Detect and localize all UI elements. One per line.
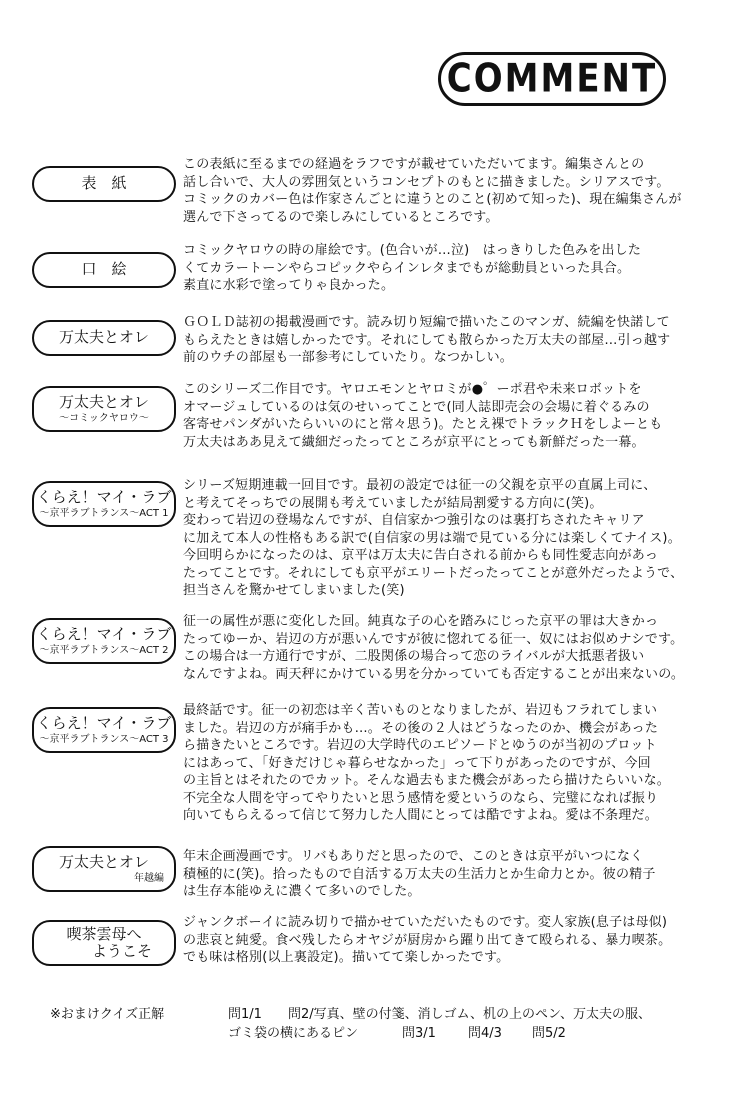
entry-body: ジャンクボーイに読み切りで描かせていただいたものです。変人家族(息子は母似) の悲哀と純愛。食べ残したらオヤジが厨房から躍り出てきて殴られる、暴力喫茶。 でも味は格別(以上裏設定)。描いてて楽しかったです。 [183,915,672,965]
entry-label [32,320,176,356]
entry-label-main: くらえ！マイ・ラブ [36,487,172,506]
entry-label-main: 万太夫とオレ [58,328,149,347]
entry-label-main: くらえ！マイ・ラブ [36,713,172,732]
quiz-answer-2: 問2/写真、壁の付箋、消しゴム、机の上のペン、万太夫の服、 [288,1007,652,1022]
entry-body: シリーズ短期連載一回目です。最初の設定では征一の父親を京平の直属上司に、 と考えてそっちでの展開も考えていましたが結局割愛する方向に(笑)。 変わって岩辺の登場なんですが、自信家かつ強引なのは裏打ちされたキャリア に加えて本人の性格もある訳で(自信家の男は端で見ている分には楽しくてナイス)。 今回明らかになったのは、京平は万太夫に告白される前からも同性愛志向があっ たってことです。それにしても京平がエリートだったってことが意外だったようで、 担当さんを驚かせてしまいました(笑) [183,478,684,598]
entry-body: ＧＯＬＤ誌初の掲載漫画です。読み切り短編で描いたこのマンガ、続編を快諾して もらえたときは嬉しかったです。それにしても散らかった万太夫の部屋…引っ越す 前のウチの部屋も一部参考にしていたり。なつかしい。 [183,315,671,365]
quiz-heading: ※おまけクイズ正解 [50,1007,165,1022]
entry-label [32,386,176,432]
entry-label-sub: ～京平ラブトランス～ACT 1 [39,507,169,519]
entry-body: この表紙に至るまでの経過をラフですが載せていただいてます。編集さんとの 話し合いで、大人の雰囲気というコンセプトのもとに描きました。シリアスです。 コミックのカバー色は作家さんごとに違うとのこと(初めて知った)、現在編集さんが 選んで下さってるので楽しみにしているところです。 [183,157,682,225]
quiz-answer-1: 問1/1 [228,1007,262,1022]
entry-label-sub: ～京平ラブトランス～ACT 3 [39,733,169,745]
entry-label [32,252,176,288]
entry-body: コミックヤロウの時の扉絵です。(色合いが…泣) はっきりした色みを出した くてカラートーンやらコピックやらインレタまでもが総動員といった具合。 素直に水彩で塗ってりゃ良かった。 [183,243,642,293]
entry-label-sub: ～京平ラブトランス～ACT 2 [39,644,169,656]
entry-label [32,707,176,753]
entry-label [32,920,176,966]
quiz-answer-4: 問4/3 [468,1026,502,1041]
entry-label [32,166,176,202]
quiz-answer-3: 問3/1 [402,1026,436,1041]
entry-label [32,846,176,892]
entry-label [32,618,176,664]
entry-label-main: 万太夫とオレ [58,852,149,871]
entry-body: 年末企画漫画です。リバもありだと思ったので、このときは京平がいつになく 積極的に(笑)。拾ったもので自活する万太夫の生活力とか生命力とか。彼の精子 は生存本能ゆえに濃くて多いのでした。 [183,849,656,899]
entry-body: 征一の属性が悪に変化した回。純真な子の心を踏みにじった京平の罪は大きかっ たってゆーか、岩辺の方が悪いんですが彼に惚れてる征一、奴にはお似めナシです。 この場合は一方通行ですが、二股関係の場合って恋のライバルが大抵悪者扱い なんですよね。両天秤にかけている男を分かっていても否定することが出来ないの。 [183,614,685,682]
entry-label-main: 万太夫とオレ [58,392,149,411]
entry-body: 最終話です。征一の初恋は辛く苦いものとなりましたが、岩辺もフラれてしまい ました。岩辺の方が痛手かも…。その後の２人はどうなったのか、機会があった ら描きたいところです。岩辺の大学時代のエピソードとゆうのが当初のプロット にはあって、「好きだけじゃ暮らせなかった」って下りがあったのですが、今回 の主旨とはそれたのでカット。そんな過去もまた機会があったら描けたらいいな。 不完全な人間を守ってやりたいと思う感情を愛というのなら、完璧になれば振り 向いてもらえるって信じて努力した人間にとっては酷ですよね。愛は不条理だ。 [183,703,670,823]
entry-label [32,481,176,527]
entry-label-main: 喫茶雲母へ [66,924,142,943]
quiz-answer-5: 問5/2 [532,1026,566,1041]
page-title: COMMENT [446,56,658,102]
entry-label-sub: ～コミックヤロウ～ [59,412,149,424]
entry-label-sub: ようこそ [91,942,152,960]
entry-label-main: 表 紙 [81,174,127,193]
comment-title-frame [438,52,666,106]
entry-body: このシリーズ二作目です。ヤロエモンとヤロミが●゜ーポ君や未来ロボットを オマージュしているのは気のせいってことで(同人誌即売会の会場に着ぐるみの 客寄せパンダがいたらいいのにと常々思う)。たとえ裸でトラックＨをしよーとも 万太夫はああ見えて繊細だったってところが京平にとっても新鮮だった一幕。 [183,382,663,450]
quiz-answer-2-cont: ゴミ袋の横にあるピン [228,1026,359,1041]
entry-label-main: 口 絵 [81,260,127,279]
entry-label-main: くらえ！マイ・ラブ [36,624,172,643]
entry-label-sub: 年越編 [134,872,164,884]
